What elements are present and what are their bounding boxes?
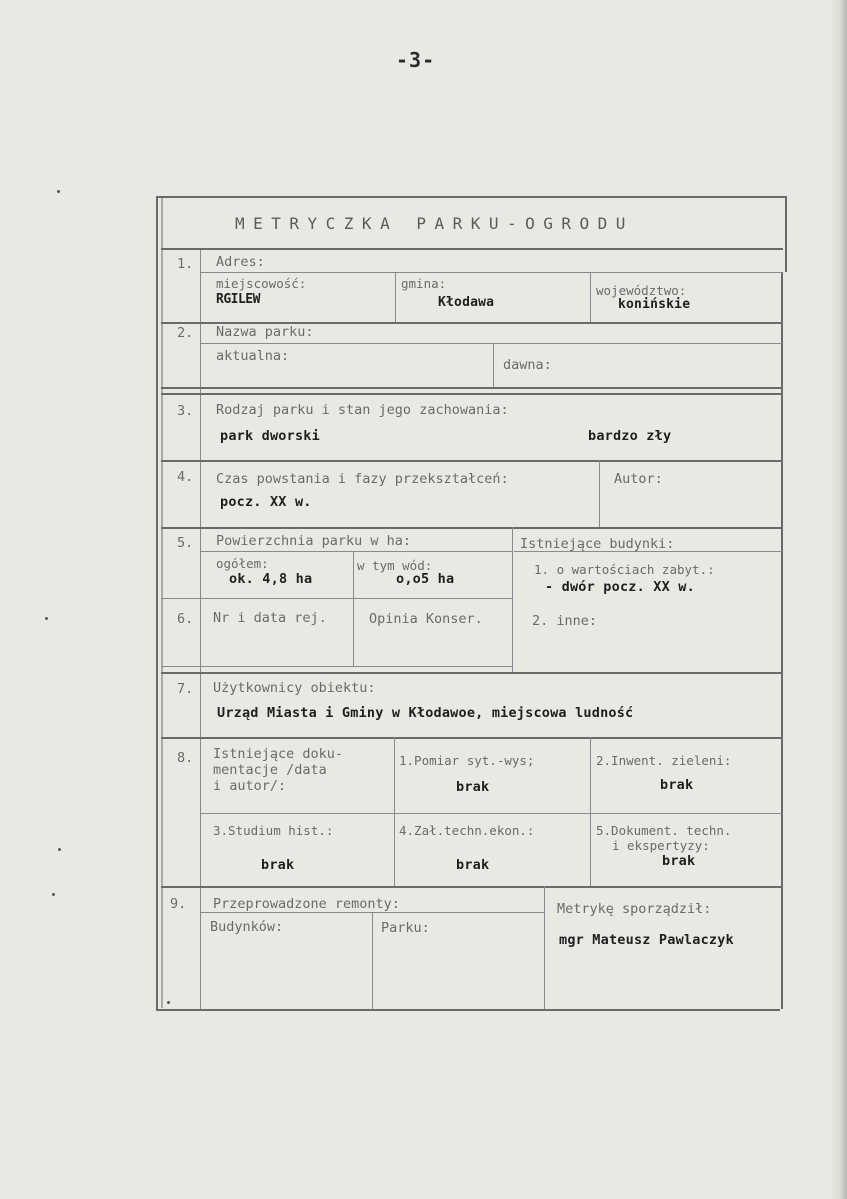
scan-edge-shadow [829, 0, 847, 1199]
scan-dot [45, 617, 48, 620]
form-title: METRYCZKA PARKU-OGRODU [235, 214, 634, 233]
section-number: 5. [177, 535, 194, 551]
section-number: 8. [177, 750, 194, 766]
scan-dot [52, 893, 55, 896]
park-type-label: Rodzaj parku i stan jego zachowania: [216, 402, 509, 418]
miejscowosc-label: miejscowość: [216, 276, 307, 291]
users-label: Użytkownicy obiektu: [213, 680, 376, 696]
users-value: Urząd Miasta i Gminy w Kłodawoe, miejscowa ludność [217, 705, 634, 721]
buildings-label: Istniejące budynki: [520, 536, 675, 552]
historic-buildings-label: 1. o wartościach zabyt.: [534, 562, 715, 577]
dawna-label: dawna: [503, 357, 552, 373]
tech-econ-value: brak [456, 857, 490, 873]
buildings-renovations-label: Budynków: [210, 919, 284, 935]
greenery-inventory-label: 2.Inwent. zieleni: [596, 753, 732, 768]
park-name-label: Nazwa parku: [216, 324, 314, 340]
miejscowosc-value: RGILEW [216, 292, 260, 307]
greenery-inventory-value: brak [660, 777, 694, 793]
water-area-label: w tym wód: [357, 558, 433, 573]
section-number: 7. [177, 681, 194, 697]
documentation-label-line3: i autor/: [213, 778, 287, 794]
conservator-opinion-label: Opinia Konser. [369, 611, 483, 627]
scan-dot [57, 190, 60, 193]
historical-study-label: 3.Studium hist.: [213, 823, 334, 838]
tech-econ-label: 4.Zał.techn.ekon.: [399, 823, 535, 838]
area-label: Powierzchnia parku w ha: [216, 533, 412, 549]
section-number: 2. [177, 325, 194, 341]
author-label: Autor: [614, 471, 663, 487]
scan-dot [167, 1001, 170, 1004]
survey-label: 1.Pomiar syt.-wys; [399, 753, 535, 768]
tech-docs-label-line1: 5.Dokument. techn. [596, 823, 732, 838]
documentation-label-line1: Istniejące doku- [213, 746, 344, 762]
prepared-by-value: mgr Mateusz Pawlaczyk [559, 932, 734, 948]
tech-docs-label-line2: i ekspertyzy: [612, 838, 710, 853]
creation-time-label: Czas powstania i fazy przekształceń: [216, 471, 509, 487]
historic-buildings-value: - dwór pocz. XX w. [545, 579, 695, 595]
park-renovations-label: Parku: [381, 920, 430, 936]
documentation-label-line2: mentacje /data [213, 762, 327, 778]
gmina-value: Kłodawa [438, 295, 495, 310]
park-type-value: park dworski [220, 428, 320, 444]
total-area-label: ogółem: [216, 556, 269, 571]
total-area-value: ok. 4,8 ha [229, 571, 313, 587]
scan-dot [58, 848, 61, 851]
prepared-by-label: Metrykę sporządził: [557, 901, 712, 917]
creation-time-value: pocz. XX w. [220, 494, 312, 510]
section-number: 1. [177, 256, 194, 272]
section-number: 6. [177, 611, 194, 627]
address-label: Adres: [216, 254, 265, 270]
condition-value: bardzo zły [588, 428, 672, 444]
section-number: 9. [170, 896, 187, 912]
other-buildings-label: 2. inne: [532, 613, 598, 629]
water-area-value: o,o5 ha [396, 571, 455, 587]
historical-study-value: brak [261, 857, 295, 873]
survey-value: brak [456, 779, 490, 795]
renovations-label: Przeprowadzone remonty: [213, 896, 400, 912]
gmina-label: gmina: [401, 276, 447, 291]
wojewodztwo-label: województwo: [596, 283, 687, 298]
page-number: -3- [396, 48, 436, 72]
wojewodztwo-value: konińskie [618, 297, 691, 312]
aktualna-label: aktualna: [216, 348, 290, 364]
section-number: 4. [177, 469, 194, 485]
registration-label: Nr i data rej. [213, 610, 327, 626]
section-number: 3. [177, 403, 194, 419]
tech-docs-value: brak [662, 853, 696, 869]
